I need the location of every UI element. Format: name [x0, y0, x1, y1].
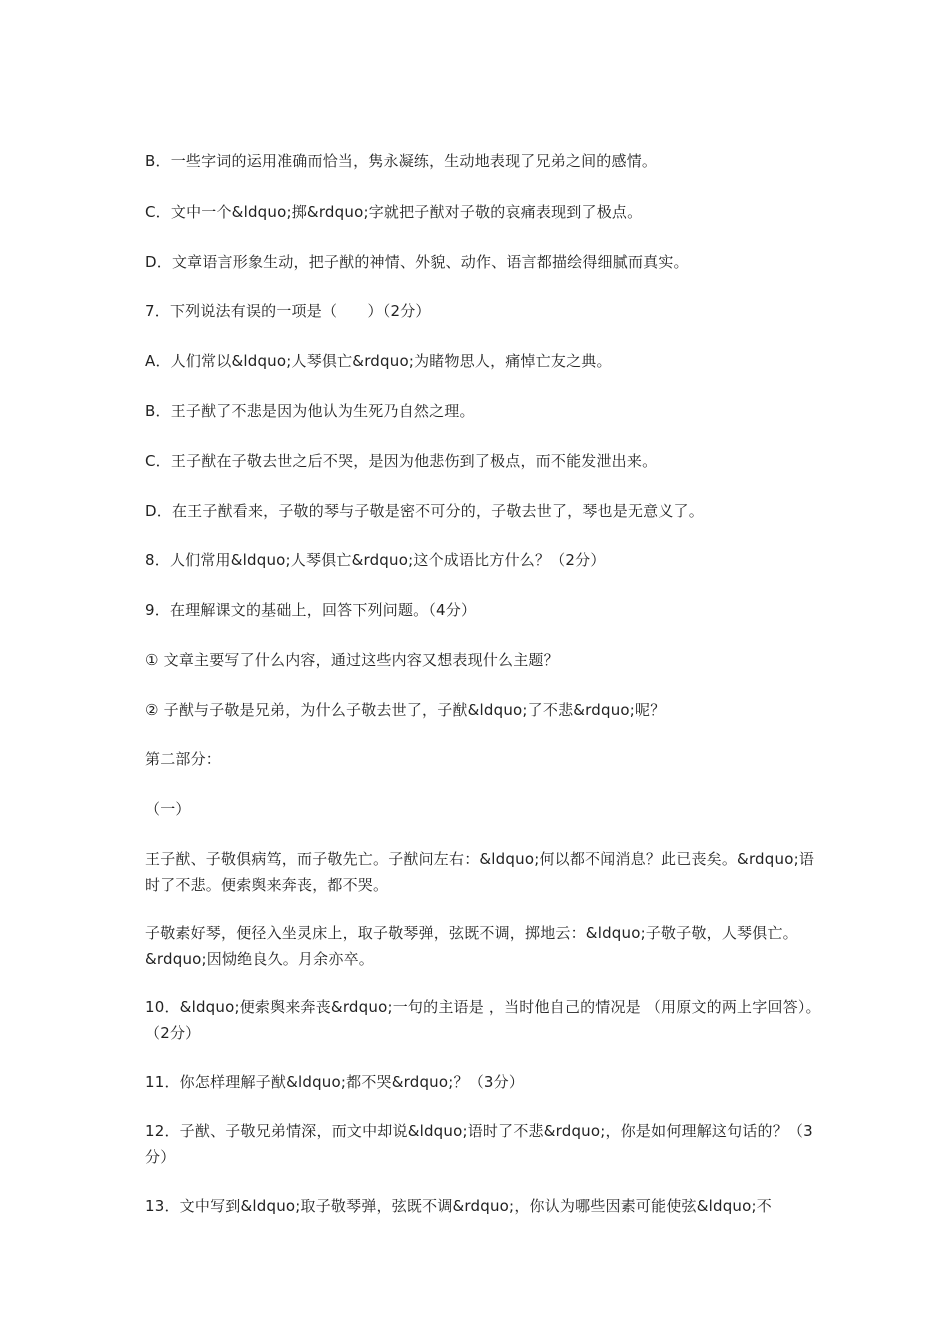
passage-paragraph-2: 子敬素好琴，便径入坐灵床上，取子敬琴弹，弦既不调，掷地云：&ldquo;子敬子敬，人琴俱亡。&rdquo;因恸绝良久。月余亦卒。: [145, 924, 798, 968]
question-11: 11．你怎样理解子猷&ldquo;都不哭&rdquo;？（3分）: [145, 1073, 525, 1091]
question-9-part-2: ② 子猷与子敬是兄弟，为什么子敬去世了，子猷&ldquo;了不悲&rdquo;呢？: [145, 701, 666, 719]
q7-option-c: C．王子猷在子敬去世之后不哭，是因为他悲伤到了极点，而不能发泄出来。: [145, 452, 658, 470]
option-b-line: B．一些字词的运用准确而恰当，隽永凝练，生动地表现了兄弟之间的感情。: [145, 152, 658, 170]
section-heading: 第二部分：: [145, 750, 222, 768]
option-c-line: C．文中一个&ldquo;掷&rdquo;字就把子猷对子敬的哀痛表现到了极点。: [145, 203, 643, 221]
question-8: 8．人们常用&ldquo;人琴俱亡&rdquo;这个成语比方什么？（2分）: [145, 551, 606, 569]
question-13: 13．文中写到&ldquo;取子敬琴弹，弦既不调&rdquo;，你认为哪些因素可能使弦&ldquo;不: [145, 1197, 772, 1215]
question-10: 10．&ldquo;便索舆来奔丧&rdquo;一句的主语是 ，当时他自己的情况是 （用原文的两上字回答）。（2分）: [145, 998, 821, 1042]
question-12: 12．子猷、子敬兄弟情深，而文中却说&ldquo;语时了不悲&rdquo;，你是如何理解这句话的？（3分）: [145, 1122, 813, 1166]
question-9-part-1: ① 文章主要写了什么内容，通过这些内容又想表现什么主题？: [145, 651, 559, 669]
q7-option-b: B．王子猷了不悲是因为他认为生死乃自然之理。: [145, 402, 475, 420]
passage-paragraph-1: 王子猷、子敬俱病笃，而子敬先亡。子猷问左右：&ldquo;何以都不闻消息？此已丧矣。&rdquo;语时了不悲。便索舆来奔丧，都不哭。: [145, 850, 815, 894]
q7-option-d: D．在王子猷看来，子敬的琴与子敬是密不可分的，子敬去世了，琴也是无意义了。: [145, 502, 704, 520]
subsection-heading: （一）: [145, 800, 191, 818]
q7-option-a: A．人们常以&ldquo;人琴俱亡&rdquo;为睹物思人，痛悼亡友之典。: [145, 352, 612, 370]
option-d-line: D．文章语言形象生动，把子猷的神情、外貌、动作、语言都描绘得细腻而真实。: [145, 253, 689, 271]
question-7: 7．下列说法有误的一项是（ ）（2分）: [145, 302, 431, 320]
question-9: 9．在理解课文的基础上，回答下列问题。（4分）: [145, 601, 477, 619]
